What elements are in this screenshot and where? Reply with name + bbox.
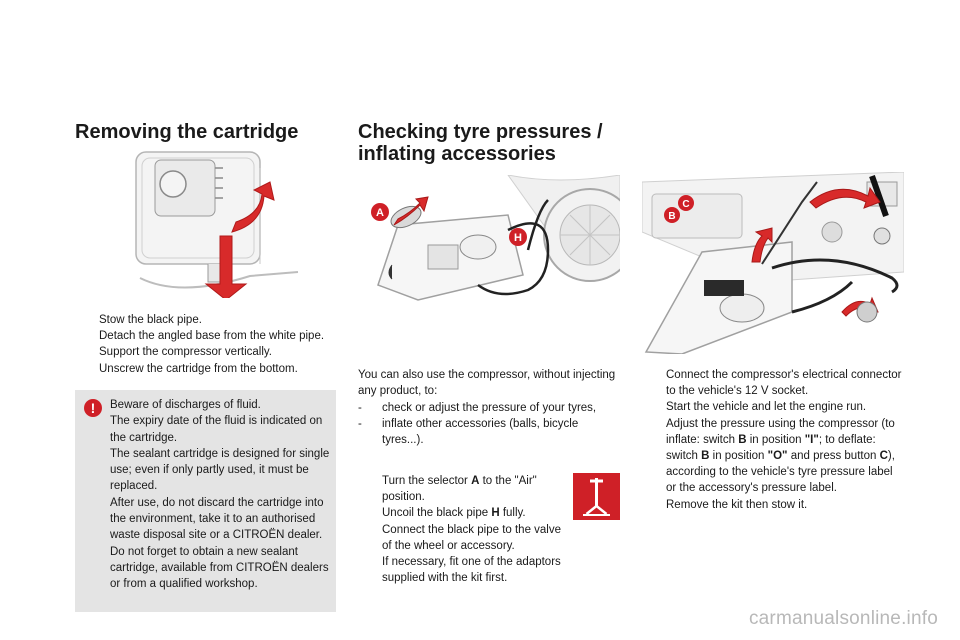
uses-list xyxy=(358,400,620,449)
callout-label-h: H xyxy=(514,232,522,244)
list-item: Unscrew the cartridge from the bottom. xyxy=(99,362,298,375)
list-item: Connect the black pipe to the valve of the wheel or accessory. If necessary, fit one of the adaptors supplied with the kit first. xyxy=(382,523,562,585)
intro-text: You can also use the compressor, without injecting any product, to: xyxy=(358,369,616,398)
list-item: Uncoil the black pipe H fully. xyxy=(382,507,526,520)
list-item: Start the vehicle and let the engine run. xyxy=(666,401,867,414)
dash-marker: - xyxy=(358,402,362,414)
warning-line: Do not forget to obtain a new sealant cartridge, available from CITROËN dealers or from a qualified workshop. xyxy=(110,545,329,591)
warning-text xyxy=(110,397,330,593)
cartridge-removal-illustration xyxy=(120,148,300,298)
warning-icon xyxy=(83,398,103,418)
removal-steps-list xyxy=(75,312,345,377)
warning-line: The sealant cartridge is designed for single use; even if only partly used, it must be replaced. xyxy=(110,447,330,493)
inflate-steps-list xyxy=(642,367,904,513)
list-item: - check or adjust the pressure of your tyres, xyxy=(358,400,620,416)
compressor-inflate-illustration xyxy=(642,172,904,354)
list-item: Connect the compressor's electrical connector to the vehicle's 12 V socket. xyxy=(666,369,902,398)
section-title-checking-pressures: Checking tyre pressures / inflating accessories xyxy=(358,121,603,165)
list-item: Turn the selector A to the "Air" position. xyxy=(382,475,537,504)
watermark-text: carmanualsonline.info xyxy=(748,608,938,629)
list-item: Detach the angled base from the white pipe. xyxy=(99,330,325,343)
compressor-air-mode-illustration xyxy=(358,175,620,315)
list-item: Adjust the pressure using the compressor (to inflate: switch B in position "I"; to deflate: switch B in position "O" and press button C), according to the vehicle's tyre pressure label or the accessory's pressure label. xyxy=(666,417,895,495)
dash-marker: - xyxy=(358,418,362,431)
callout-label-a: A xyxy=(376,207,384,219)
list-item: Remove the kit then stow it. xyxy=(666,498,808,511)
svg-text:!: ! xyxy=(90,400,96,416)
section-title-removing-cartridge: Removing the cartridge xyxy=(75,121,299,143)
callout-label-b: B xyxy=(668,211,676,222)
warning-line: The expiry date of the fluid is indicated on the cartridge. xyxy=(110,415,323,444)
warning-line: Beware of discharges of fluid. xyxy=(110,399,261,411)
callout-label-c: C xyxy=(682,199,690,210)
adaptor-kit-icon xyxy=(573,473,620,520)
list-item: Support the compressor vertically. xyxy=(99,346,272,359)
air-steps-list xyxy=(358,473,570,586)
list-item: Stow the black pipe. xyxy=(99,314,202,326)
list-item: - inflate other accessories (balls, bicycle tyres...). xyxy=(358,418,579,447)
warning-line: After use, do not discard the cartridge into the environment, take it to an authorised waste disposal site or a CITROËN dealer. xyxy=(110,496,324,542)
